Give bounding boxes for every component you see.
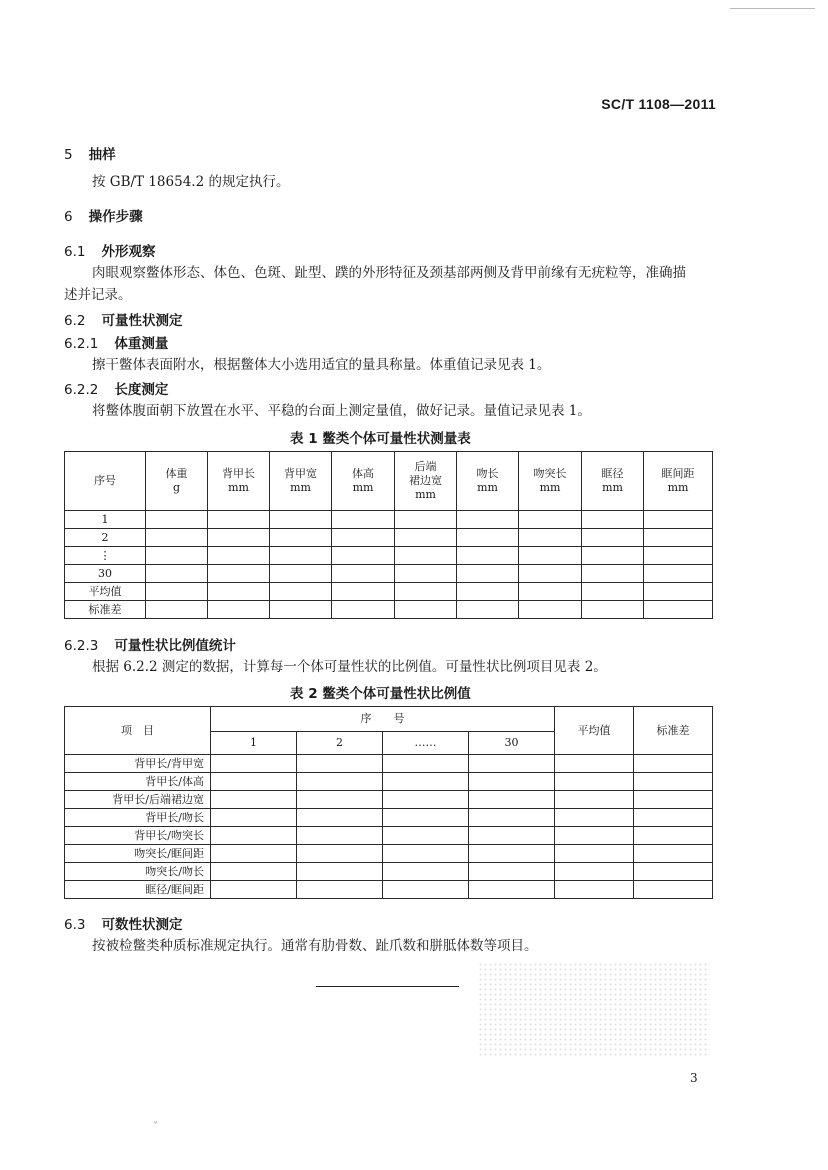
- table-row: [65, 791, 713, 809]
- header-name: 背甲长: [222, 467, 255, 480]
- heading-section-6-1: [64, 240, 155, 260]
- section-title: 可量性状测定: [101, 313, 183, 329]
- header-name: 吻突长: [533, 467, 567, 480]
- table-row: [65, 529, 713, 547]
- heading-section-5: [64, 143, 116, 163]
- table-row: [65, 809, 713, 827]
- section-title: 可数性状测定: [101, 917, 183, 933]
- heading-section-6-2-1: [64, 332, 168, 352]
- section-title: 可量性状比例值统计: [114, 638, 236, 654]
- paragraph-section-6-1-line2: 述并记录。: [64, 287, 132, 303]
- section-number: 6: [64, 209, 73, 225]
- table1-header-carapace-width: [270, 452, 332, 511]
- header-unit: mm: [539, 481, 561, 494]
- header-unit: mm: [352, 481, 374, 494]
- row-label: 标准差: [65, 601, 146, 619]
- header-unit: mm: [667, 481, 689, 494]
- table1-measurement-table: [64, 451, 713, 619]
- table-row: [65, 601, 713, 619]
- table1-header-seq: 序号: [65, 452, 146, 511]
- paragraph-section-6-3: 按被检鳖类种质标准规定执行。通常有肋骨数、趾爪数和胼胝体数等项目。: [92, 938, 538, 954]
- section-title: 长度测定: [114, 382, 169, 398]
- table1-header-proboscis-length: [519, 452, 582, 511]
- page-number: 3: [690, 1071, 698, 1085]
- heading-section-6-2-3: [64, 634, 236, 654]
- section-number: 6.1: [64, 244, 86, 260]
- heading-section-6-2: [64, 309, 182, 329]
- table1-header-carapace-length: [208, 452, 270, 511]
- table2-seq-ellipsis: ……: [383, 732, 469, 755]
- row-label: 吻突长/眶间距: [65, 845, 211, 863]
- document-id: SC/T 1108—2011: [601, 96, 716, 112]
- row-label: 2: [65, 529, 146, 547]
- table-row: [65, 881, 713, 899]
- table-row: [65, 755, 713, 773]
- row-label: 背甲长/吻突长: [65, 827, 211, 845]
- table2-header-mean: 平均值: [555, 707, 634, 755]
- row-label: ⋮: [65, 547, 146, 565]
- section-title: 体重测量: [114, 336, 169, 352]
- header-name: 背甲宽: [284, 467, 317, 480]
- table2-header-item: 项 目: [65, 707, 211, 755]
- header-unit: mm: [602, 481, 623, 494]
- heading-section-6-2-2: [64, 378, 168, 398]
- table-row: [65, 547, 713, 565]
- table-row: [65, 773, 713, 791]
- section-number: 6.2.2: [64, 382, 99, 398]
- row-label: 吻突长/吻长: [65, 863, 211, 881]
- heading-section-6: [64, 205, 143, 225]
- table2-seq-2: 2: [297, 732, 383, 755]
- header-name: 体重: [165, 467, 188, 480]
- section-number: 5: [64, 147, 73, 163]
- paragraph-section-5: 按 GB/T 18654.2 的规定执行。: [92, 174, 290, 190]
- row-label: 30: [65, 565, 146, 583]
- table-row: [65, 583, 713, 601]
- header-unit: mm: [228, 481, 249, 494]
- table1-caption: 表 1 鳖类个体可量性状测量表: [290, 431, 471, 447]
- scan-noise-area: [478, 962, 710, 1057]
- table2-header-row-1: [65, 707, 713, 732]
- paragraph-section-6-1-line1: 肉眼观察鳖体形态、体色、色斑、趾型、蹼的外形特征及颈基部两侧及背甲前缘有无疣粒等，准确描: [92, 265, 686, 281]
- table1-header-row: [65, 452, 713, 511]
- table1-header-snout-length: [457, 452, 519, 511]
- section-number: 6.2.3: [64, 638, 99, 654]
- header-name: 眶间距: [661, 467, 695, 480]
- table1-header-rear-skirt-width: [395, 452, 457, 511]
- table-row: [65, 863, 713, 881]
- header-name: 眶径: [601, 467, 624, 480]
- paragraph-section-6-2-1: 擦干鳖体表面附水，根据鳖体大小选用适宜的量具称量。体重值记录见表 1。: [92, 357, 551, 373]
- table-row: [65, 845, 713, 863]
- table2-header-seq: 序 号: [211, 707, 555, 732]
- heading-section-6-3: [64, 913, 182, 933]
- header-unit: g: [172, 481, 181, 494]
- table1-header-orbit-diameter: [582, 452, 644, 511]
- row-label: 1: [65, 511, 146, 529]
- table1-header-interorbital-distance: [644, 452, 713, 511]
- header-name-line2: 裙边宽: [409, 474, 442, 487]
- scan-dot-mark: ˇ: [153, 1122, 158, 1133]
- header-name: 吻长: [476, 467, 499, 480]
- section-title: 抽样: [88, 147, 116, 163]
- paragraph-section-6-2-2: 将鳖体腹面朝下放置在水平、平稳的台面上测定量值，做好记录。量值记录见表 1。: [92, 403, 591, 419]
- header-unit: mm: [290, 481, 311, 494]
- row-label: 背甲长/吻长: [65, 809, 211, 827]
- row-label: 眶径/眶间距: [65, 881, 211, 899]
- table2-caption: 表 2 鳖类个体可量性状比例值: [290, 686, 471, 702]
- end-of-text-rule: [316, 986, 459, 987]
- table2-seq-1: 1: [211, 732, 297, 755]
- table-row: [65, 827, 713, 845]
- row-label: 背甲长/后端裙边宽: [65, 791, 211, 809]
- section-title: 外形观察: [101, 244, 156, 260]
- table1-header-body-height: [332, 452, 395, 511]
- paragraph-section-6-2-3: 根据 6.2.2 测定的数据，计算每一个体可量性状的比例值。可量性状比例项目见表 2。: [92, 659, 607, 675]
- section-number: 6.2: [64, 313, 86, 329]
- table-row: [65, 565, 713, 583]
- scan-edge-mark: [730, 8, 815, 10]
- header-name-line1: 后端: [414, 460, 437, 473]
- header-unit: mm: [477, 481, 498, 494]
- section-number: 6.2.1: [64, 336, 99, 352]
- header-name: 体高: [352, 467, 374, 480]
- section-title: 操作步骤: [88, 209, 143, 225]
- row-label: 平均值: [65, 583, 146, 601]
- table2-header-sd: 标准差: [634, 707, 713, 755]
- table2-ratio-table: [64, 706, 713, 899]
- table2-seq-30: 30: [469, 732, 555, 755]
- header-unit: mm: [415, 488, 436, 501]
- section-number: 6.3: [64, 917, 86, 933]
- table-row: [65, 511, 713, 529]
- row-label: 背甲长/背甲宽: [65, 755, 211, 773]
- table1-header-weight: [146, 452, 208, 511]
- row-label: 背甲长/体高: [65, 773, 211, 791]
